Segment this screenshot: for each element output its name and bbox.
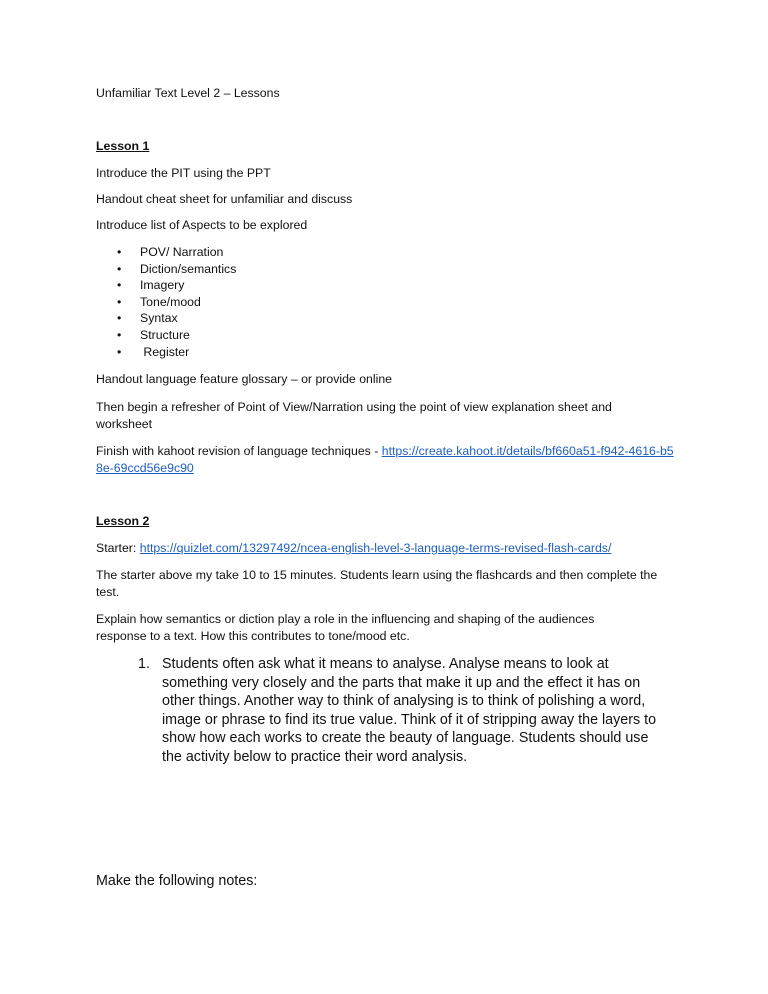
list-item bbox=[96, 327, 236, 344]
list-item bbox=[96, 310, 236, 327]
bullet-icon: • bbox=[117, 294, 122, 309]
aspects-list bbox=[96, 244, 236, 360]
list-item-text: POV/ Narration bbox=[140, 245, 224, 259]
list-item bbox=[96, 344, 236, 361]
starter-note: The starter above my take 10 to 15 minutes. Students learn using the flashcards and then complete the test. bbox=[96, 568, 658, 599]
list-item bbox=[96, 261, 236, 278]
lesson1-line: Introduce the PIT using the PPT bbox=[96, 166, 271, 180]
numbered-item bbox=[138, 655, 658, 766]
list-item-text: Tone/mood bbox=[140, 294, 201, 309]
bullet-icon: • bbox=[117, 278, 122, 293]
refresher-paragraph: Then begin a refresher of Point of View/Narration using the point of view explanation sheet and worksheet bbox=[96, 400, 612, 431]
list-item-text: Imagery bbox=[140, 278, 185, 293]
list-item bbox=[96, 277, 236, 294]
bullet-icon: • bbox=[117, 261, 122, 276]
quizlet-link[interactable]: https://quizlet.com/13297492/ncea-english-level-3-language-terms-revised-flash-cards/ bbox=[139, 541, 612, 555]
bullet-icon: • bbox=[117, 344, 122, 359]
list-item bbox=[96, 244, 236, 261]
starter-label: Starter: bbox=[96, 541, 140, 555]
list-item-text: Structure bbox=[140, 327, 190, 342]
kahoot-link[interactable]: https://create.kahoot.it/details/bf660a51-f942-4616-b58e-69ccd56e9c90 bbox=[96, 444, 674, 475]
lesson2-heading: Lesson 2 bbox=[96, 514, 150, 528]
finish-text: Finish with kahoot revision of language techniques - bbox=[96, 444, 382, 458]
lesson1-heading: Lesson 1 bbox=[96, 139, 150, 153]
item-text: Students often ask what it means to analyse. Analyse means to look at something very closely and the parts that make it up and the effect it has on other things. Another way to think of analysing is to think of polishing a word, image or phrase to find its true value. Think of it of stripping away the layers to show how each works to create the beauty of language. Students should use the activity below to practice their word analysis. bbox=[162, 656, 657, 765]
glossary-line: Handout language feature glossary – or provide online bbox=[96, 372, 393, 386]
lesson1-line: Introduce list of Aspects to be explored bbox=[96, 218, 308, 232]
finish-paragraph bbox=[96, 443, 676, 477]
document-title: Unfamiliar Text Level 2 – Lessons bbox=[96, 86, 280, 100]
lesson1-line: Handout cheat sheet for unfamiliar and discuss bbox=[96, 192, 353, 206]
notes-heading: Make the following notes: bbox=[96, 873, 258, 889]
starter-line bbox=[96, 540, 611, 557]
bullet-icon: • bbox=[117, 245, 122, 259]
list-item-text: Diction/semantics bbox=[140, 261, 237, 276]
list-item-text: Syntax bbox=[140, 311, 178, 326]
item-number: 1. bbox=[138, 656, 150, 672]
explain-paragraph: Explain how semantics or diction play a role in the influencing and shaping of the audiences response to a text. How this contributes to tone/mood etc. bbox=[96, 612, 595, 643]
bullet-icon: • bbox=[117, 311, 122, 326]
list-item-text: Register bbox=[140, 344, 190, 359]
bullet-icon: • bbox=[117, 327, 122, 342]
list-item bbox=[96, 294, 236, 311]
